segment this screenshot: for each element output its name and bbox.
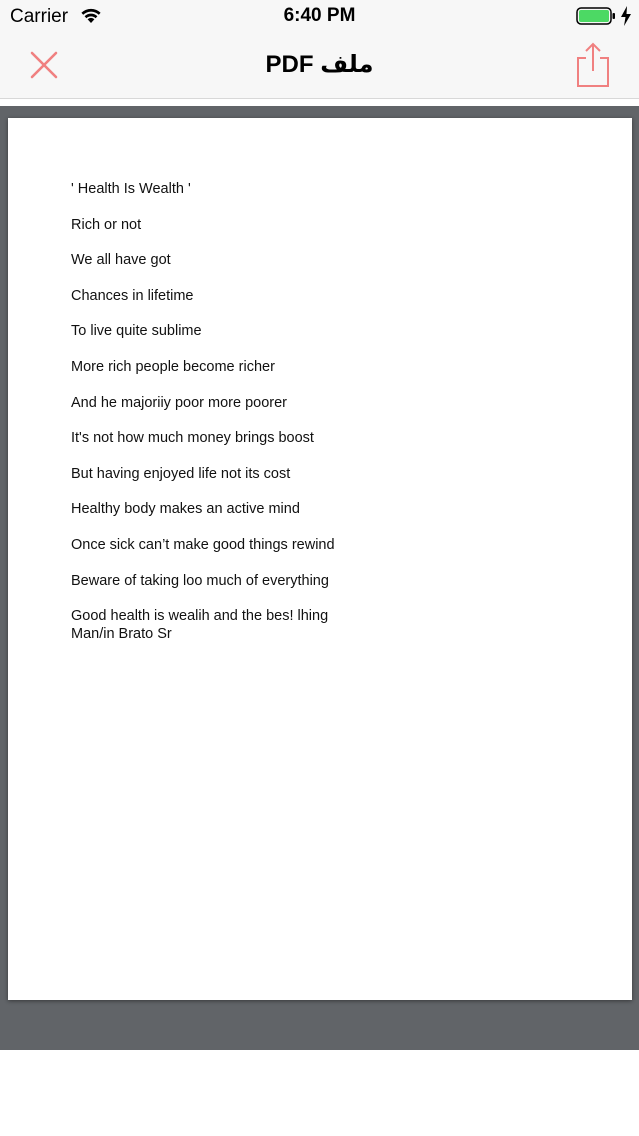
navigation-bar xyxy=(0,34,639,99)
document-line: Chances in lifetime xyxy=(71,287,194,304)
pdf-viewer[interactable] xyxy=(0,106,639,1050)
carrier-label: Carrier xyxy=(10,6,69,27)
pdf-page xyxy=(8,118,632,1000)
document-line: We all have got xyxy=(71,252,171,269)
page-title: ملف PDF xyxy=(265,51,374,78)
document-line: More rich people become richer xyxy=(71,358,275,375)
status-bar xyxy=(0,0,639,34)
document-line: Healthy body makes an active mind xyxy=(71,501,300,518)
bottom-area xyxy=(0,1050,639,1136)
document-line: It's not how much money brings boost xyxy=(71,430,314,447)
document-line: Rich or not xyxy=(71,216,142,233)
document-line: To live quite sublime xyxy=(71,323,202,340)
document-line: ' Health Is Wealth ' xyxy=(71,181,191,197)
document-text xyxy=(71,180,591,643)
battery-icon xyxy=(576,7,616,25)
share-icon xyxy=(572,40,614,90)
document-line: Beware of taking loo much of everything xyxy=(71,572,329,589)
document-line: Once sick can’t make good things rewind xyxy=(71,536,335,553)
status-time: 6:40 PM xyxy=(283,5,356,26)
charging-bolt-icon xyxy=(620,6,632,26)
share-button[interactable] xyxy=(572,40,614,90)
document-line: And he majoriiy poor more poorer xyxy=(71,394,287,411)
document-line: But having enjoyed life not its cost xyxy=(71,465,291,482)
document-line: Good health is wealih and the bes! lhing xyxy=(71,608,329,625)
document-line: Man/in Brato Sr xyxy=(71,626,172,643)
